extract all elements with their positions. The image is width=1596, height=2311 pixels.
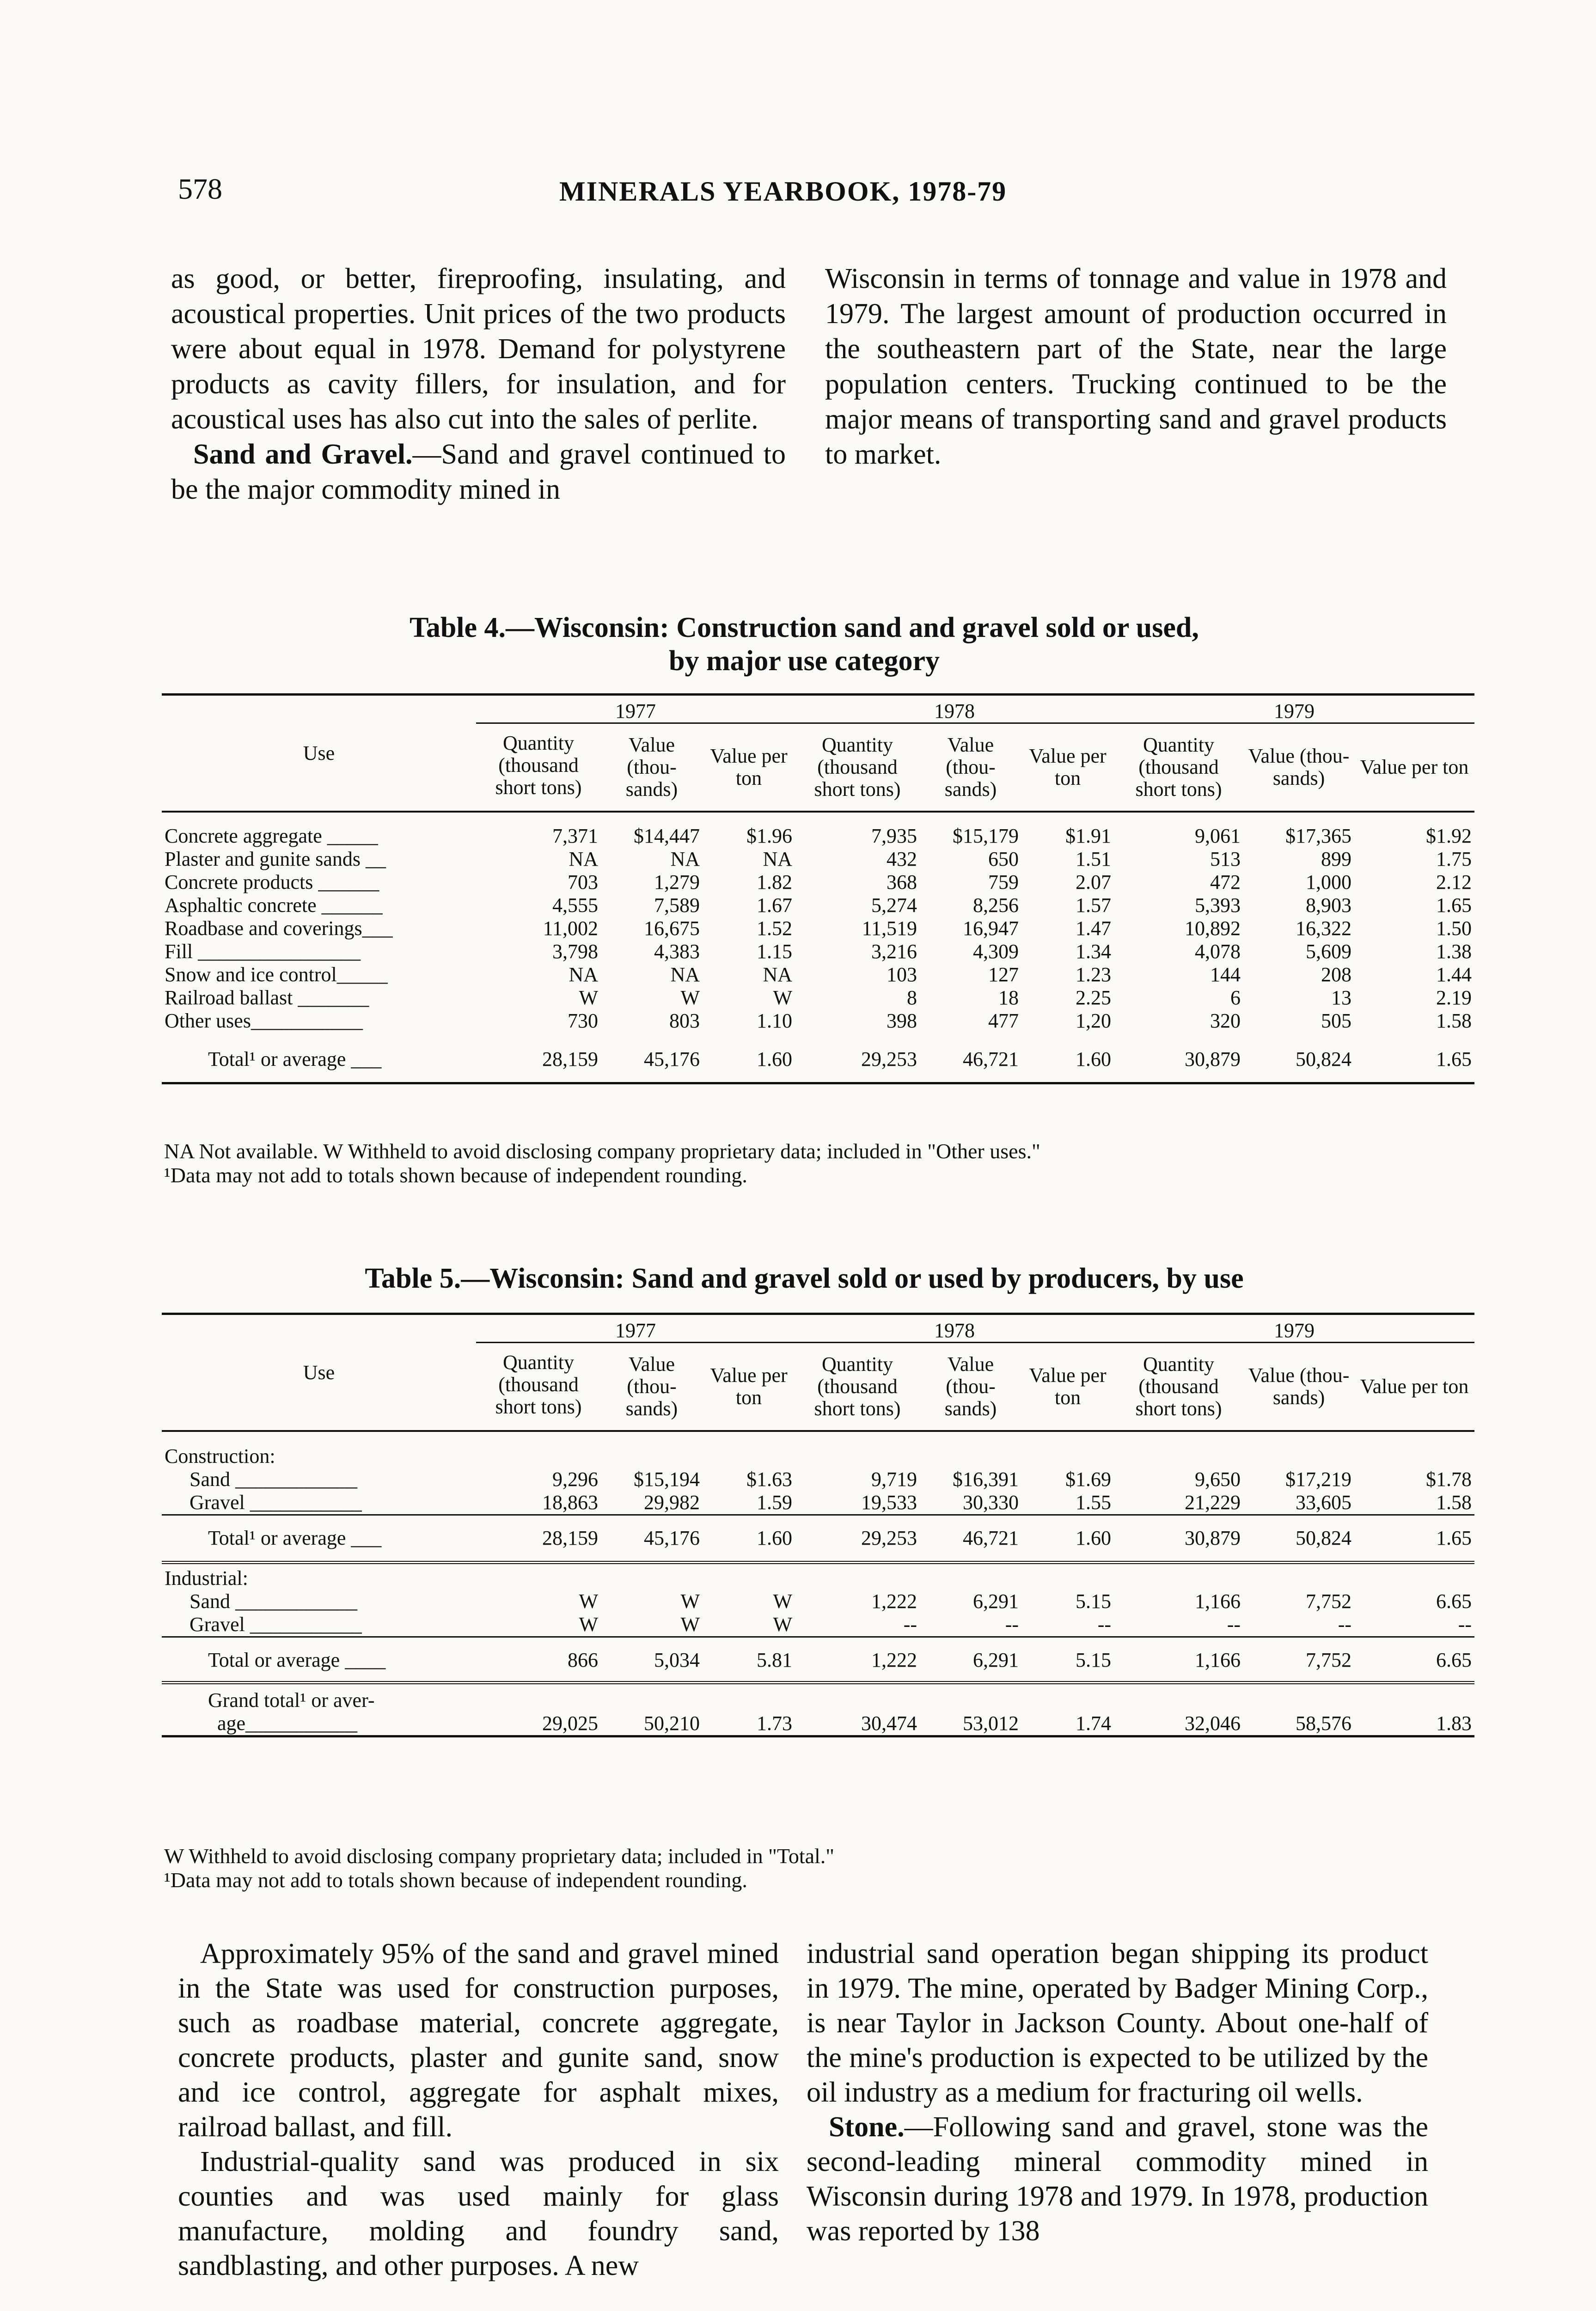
table-cell: 144 xyxy=(1210,963,1241,986)
table-cell: 29,025 xyxy=(542,1712,598,1735)
section-heading: Sand and Gravel. xyxy=(193,439,413,470)
table-cell: 1.10 xyxy=(757,1009,793,1032)
section-heading: Stone. xyxy=(829,2111,905,2143)
paragraph: Approximately 95% of the sand and gravel mined in the State was used for construction purposes, such as roadbase material, concrete aggregate, concrete products, plaster and gunite sand, snow and ice control, aggregate for asphalt mixes, railroad ballast, and fill. xyxy=(178,1938,779,2143)
table-cell: 1,166 xyxy=(1195,1590,1241,1613)
table-row xyxy=(162,986,1474,1009)
table-cell: 9,650 xyxy=(1195,1468,1241,1491)
table-row xyxy=(162,812,1474,848)
table-cell: 16,947 xyxy=(963,917,1019,940)
table-cell: 45,176 xyxy=(644,1048,700,1070)
table-cell: NA xyxy=(763,848,793,870)
table-cell: W xyxy=(579,1613,598,1636)
table-cell: 33,605 xyxy=(1296,1491,1352,1514)
table-cell: 759 xyxy=(988,871,1019,893)
table-cell: 1.52 xyxy=(757,917,793,940)
table4-col-header: Quantity (thousand short tons) xyxy=(1114,723,1243,812)
row-label: Asphaltic concrete ______ xyxy=(165,894,383,917)
table4-col-header: Value per ton xyxy=(703,723,795,812)
table5-caption: Table 5.—Wisconsin: Sand and gravel sold or used by producers, by use xyxy=(365,1263,1244,1294)
group-label: Construction: xyxy=(165,1445,275,1467)
table5-col-header: Value (thou- sands) xyxy=(1243,1343,1354,1431)
table-cell: 703 xyxy=(568,871,598,893)
table-cell: 16,675 xyxy=(644,917,700,940)
group-label: Industrial: xyxy=(165,1567,248,1590)
table-cell: $15,179 xyxy=(953,825,1019,847)
row-label: Total or average ____ xyxy=(162,1637,476,1683)
table-cell: 50,210 xyxy=(644,1712,700,1735)
table-cell: 29,253 xyxy=(861,1048,917,1070)
table-row xyxy=(162,894,1474,917)
table-cell: -- xyxy=(1005,1613,1019,1636)
table-cell: 6.65 xyxy=(1354,1637,1474,1683)
row-label: Gravel ___________ xyxy=(190,1491,362,1514)
table-cell: 1,279 xyxy=(654,871,700,893)
table4-caption-line: by major use category xyxy=(668,645,940,677)
table-cell: 1.83 xyxy=(1436,1712,1472,1735)
bottom-right-column xyxy=(807,1937,1428,2249)
table-cell: 5,274 xyxy=(871,894,917,917)
table-cell: 2.12 xyxy=(1436,871,1472,893)
table-cell: 53,012 xyxy=(963,1712,1019,1735)
table-cell: 29,253 xyxy=(795,1515,920,1563)
table-cell: 1.57 xyxy=(1076,894,1112,917)
table5-col-header: Value (thou- sands) xyxy=(601,1343,703,1431)
table-cell: $1.92 xyxy=(1426,825,1472,847)
table-cell: 9,061 xyxy=(1195,825,1241,847)
table-row xyxy=(162,1033,1474,1083)
table-cell: 4,555 xyxy=(552,894,598,917)
table-cell: 1.74 xyxy=(1076,1712,1112,1735)
table5-col-header: Quantity (thousand short tons) xyxy=(476,1343,601,1431)
table-cell: W xyxy=(773,1590,793,1613)
table-cell: 1.23 xyxy=(1076,963,1112,986)
table-cell: 30,879 xyxy=(1114,1515,1243,1563)
table-cell: 472 xyxy=(1210,871,1241,893)
table-row xyxy=(162,917,1474,940)
table-cell: 127 xyxy=(988,963,1019,986)
table-cell: 5,034 xyxy=(601,1637,703,1683)
table-cell: 208 xyxy=(1321,963,1352,986)
table-cell: $17,219 xyxy=(1285,1468,1352,1491)
table-cell: 8,903 xyxy=(1306,894,1352,917)
table-cell: -- xyxy=(1097,1613,1112,1636)
table-cell: NA xyxy=(569,963,598,986)
table5-col-header: Quantity (thousand short tons) xyxy=(795,1343,920,1431)
table4-notes xyxy=(164,1139,1040,1187)
table4-year-header: 1977 xyxy=(476,695,795,723)
table5-col-header: Value per ton xyxy=(1021,1343,1114,1431)
table-cell: 13 xyxy=(1331,986,1352,1009)
table-cell: 1,20 xyxy=(1076,1009,1112,1032)
paragraph: as good, or better, fireproofing, insulating, and acoustical properties. Unit prices of the two products were about equal in 1978. Demand for polystyrene products as cavity fillers, for insulation, and for acoustical uses has also cut into the sales of perlite. xyxy=(171,263,786,435)
table5-year-header: 1978 xyxy=(795,1314,1114,1343)
table-cell: 398 xyxy=(887,1009,917,1032)
table-cell: 4,383 xyxy=(654,940,700,963)
paragraph xyxy=(807,2110,1428,2249)
table-cell: W xyxy=(579,986,598,1009)
row-label: Snow and ice control_____ xyxy=(165,963,388,986)
table-group-row xyxy=(162,1684,1474,1712)
table-cell: $17,365 xyxy=(1285,825,1352,847)
table-cell: 1,000 xyxy=(1306,871,1352,893)
table-cell: 6,291 xyxy=(920,1637,1021,1683)
paragraph-text: —Following sand and gravel, stone was the second-leading mineral commodity mined in Wisconsin during 1978 and 1979. In 1978, production was reported by 138 xyxy=(807,2111,1428,2247)
table5-note: ¹Data may not add to totals shown because of independent rounding. xyxy=(164,1868,747,1892)
table4-note: NA Not available. W Withheld to avoid disclosing company proprietary data; included in "Other uses." xyxy=(164,1139,1040,1163)
table-cell: 1.82 xyxy=(757,871,793,893)
table4-col-header: Value (thou- sands) xyxy=(601,723,703,812)
table-row xyxy=(162,1491,1474,1515)
table-cell: 1.47 xyxy=(1076,917,1112,940)
table-cell: 320 xyxy=(1210,1009,1241,1032)
table-cell: $1.96 xyxy=(746,825,793,847)
table-cell: 650 xyxy=(988,848,1019,870)
row-label: Concrete products ______ xyxy=(165,871,379,893)
table-cell: 505 xyxy=(1321,1009,1352,1032)
table-cell: 6,291 xyxy=(973,1590,1019,1613)
row-label: Concrete aggregate _____ xyxy=(165,825,378,847)
table5-notes xyxy=(164,1844,834,1892)
table-cell: 1.67 xyxy=(757,894,793,917)
table4-col-header: Value (thou- sands) xyxy=(920,723,1021,812)
table-cell: 1,222 xyxy=(871,1590,917,1613)
table4-year-header: 1979 xyxy=(1114,695,1474,723)
paragraph: industrial sand operation began shipping its product in 1979. The mine, operated by Badger Mining Corp., is near Taylor in Jackson County. About one-half of the mine's production is expected to be utilized by the oil industry as a medium for fracturing oil wells. xyxy=(807,1938,1428,2108)
table-cell: 21,229 xyxy=(1185,1491,1241,1514)
table4-col-header: Value per ton xyxy=(1354,723,1474,812)
table4 xyxy=(162,693,1474,1084)
table-cell: 7,752 xyxy=(1243,1637,1354,1683)
table-cell: 7,371 xyxy=(552,825,598,847)
row-label: Sand ____________ xyxy=(190,1468,357,1491)
table-cell: -- xyxy=(1227,1613,1241,1636)
paragraph: Wisconsin in terms of tonnage and value in 1978 and 1979. The largest amount of production occurred in the southeastern part of the State, near the large population centers. Trucking continued to be the major means of transporting sand and gravel products to market. xyxy=(825,263,1447,470)
table-cell: 2.19 xyxy=(1436,986,1472,1009)
table-cell: 5.15 xyxy=(1021,1637,1114,1683)
table-cell: 1.75 xyxy=(1436,848,1472,870)
table-cell: 1,222 xyxy=(795,1637,920,1683)
row-label: Total¹ or average ___ xyxy=(162,1515,476,1563)
row-label: Roadbase and coverings___ xyxy=(165,917,393,940)
table-row xyxy=(162,940,1474,963)
table-row xyxy=(162,871,1474,894)
table-row xyxy=(162,1468,1474,1491)
table-cell: W xyxy=(680,1613,700,1636)
table-row xyxy=(162,963,1474,986)
table-cell: 1.65 xyxy=(1436,894,1472,917)
table-cell: -- xyxy=(1458,1613,1472,1636)
table-cell: W xyxy=(680,986,700,1009)
table-cell: 432 xyxy=(887,848,917,870)
table-cell: W xyxy=(773,986,793,1009)
table-cell: -- xyxy=(903,1613,917,1636)
table4-col-header: Value per ton xyxy=(1021,723,1114,812)
table-cell: 30,330 xyxy=(963,1491,1019,1514)
table-row xyxy=(162,1712,1474,1736)
table-cell: 5,609 xyxy=(1306,940,1352,963)
row-label: Gravel ___________ xyxy=(190,1613,362,1636)
table5-note: W Withheld to avoid disclosing company proprietary data; included in "Total." xyxy=(164,1844,835,1868)
table-group-row xyxy=(162,1431,1474,1468)
table-cell: 32,046 xyxy=(1185,1712,1241,1735)
table-cell: 16,322 xyxy=(1296,917,1352,940)
row-label: Plaster and gunite sands __ xyxy=(165,848,386,870)
table4-col-header: Value (thou- sands) xyxy=(1243,723,1354,812)
table-cell: 58,576 xyxy=(1296,1712,1352,1735)
table-cell: 1.51 xyxy=(1076,848,1112,870)
table-cell: 1.65 xyxy=(1436,1048,1472,1070)
table-cell: 1.38 xyxy=(1436,940,1472,963)
table-cell: 9,719 xyxy=(871,1468,917,1491)
table-cell: NA xyxy=(763,963,793,986)
table-cell: 866 xyxy=(476,1637,601,1683)
table-cell: $1.91 xyxy=(1065,825,1112,847)
table-cell: 4,078 xyxy=(1195,940,1241,963)
table-cell: 803 xyxy=(669,1009,700,1032)
table-cell: 45,176 xyxy=(601,1515,703,1563)
table-cell: W xyxy=(579,1590,598,1613)
table-cell: 2.07 xyxy=(1076,871,1112,893)
table-cell: 1.58 xyxy=(1436,1009,1472,1032)
table-cell: 5.81 xyxy=(703,1637,795,1683)
row-label: age___________ xyxy=(217,1712,358,1735)
table-cell: $15,194 xyxy=(634,1468,700,1491)
table-cell: W xyxy=(773,1613,793,1636)
table-cell: 28,159 xyxy=(542,1048,598,1070)
table-cell: 730 xyxy=(568,1009,598,1032)
table-cell: 1.73 xyxy=(757,1712,793,1735)
paragraph xyxy=(171,437,786,507)
table4-caption xyxy=(157,611,1451,678)
group-label: Grand total¹ or aver- xyxy=(208,1689,375,1712)
table-cell: NA xyxy=(569,848,598,870)
table5-col-header: Quantity (thousand short tons) xyxy=(1114,1343,1243,1431)
table-cell: 513 xyxy=(1210,848,1241,870)
table-cell: 18,863 xyxy=(542,1491,598,1514)
table5-year-header: 1977 xyxy=(476,1314,795,1343)
table-cell: 7,589 xyxy=(654,894,700,917)
table-cell: 3,798 xyxy=(552,940,598,963)
table-cell: 5.15 xyxy=(1076,1590,1112,1613)
row-label: Total¹ or average ___ xyxy=(208,1048,382,1070)
table-cell: 30,474 xyxy=(861,1712,917,1735)
table-cell: 11,519 xyxy=(862,917,917,940)
row-label: Other uses___________ xyxy=(165,1009,363,1032)
table-cell: W xyxy=(680,1590,700,1613)
table-cell: 10,892 xyxy=(1185,917,1241,940)
table-cell: 1.60 xyxy=(757,1048,793,1070)
table-cell: 1.59 xyxy=(757,1491,793,1514)
table-cell: 50,824 xyxy=(1296,1048,1352,1070)
table-row xyxy=(162,1009,1474,1033)
bottom-left-column xyxy=(178,1937,779,2283)
table4-use-header: Use xyxy=(162,695,476,812)
table-cell: 368 xyxy=(887,871,917,893)
table-cell: $1.63 xyxy=(746,1468,793,1491)
table-row xyxy=(162,848,1474,871)
table-cell: 6 xyxy=(1230,986,1241,1009)
table-cell: 1.55 xyxy=(1076,1491,1112,1514)
top-left-column xyxy=(171,261,786,507)
table-cell: 1.60 xyxy=(1021,1515,1114,1563)
table-cell: 9,296 xyxy=(552,1468,598,1491)
table4-col-header: Quantity (thousand short tons) xyxy=(795,723,920,812)
table-cell: 1.44 xyxy=(1436,963,1472,986)
table4-col-header: Quantity (thousand short tons) xyxy=(476,723,601,812)
table-cell: 28,159 xyxy=(476,1515,601,1563)
table-cell: 8,256 xyxy=(973,894,1019,917)
top-right-column xyxy=(825,261,1447,472)
table-row xyxy=(162,1590,1474,1613)
table-cell: 2.25 xyxy=(1076,986,1112,1009)
table-row xyxy=(162,1613,1474,1637)
table-cell: 1,166 xyxy=(1114,1637,1243,1683)
table-cell: 46,721 xyxy=(963,1048,1019,1070)
page-number: 578 xyxy=(178,172,222,205)
table-cell: 103 xyxy=(887,963,917,986)
table-cell: $1.69 xyxy=(1065,1468,1112,1491)
table-cell: 46,721 xyxy=(920,1515,1021,1563)
table-cell: 11,002 xyxy=(543,917,598,940)
table5-col-header: Value per ton xyxy=(1354,1343,1474,1431)
row-label: Railroad ballast _______ xyxy=(165,986,369,1009)
table5 xyxy=(162,1313,1474,1737)
table-cell: $16,391 xyxy=(953,1468,1019,1491)
table-row xyxy=(162,1515,1474,1563)
table-cell: 7,752 xyxy=(1306,1590,1352,1613)
table5-col-header: Value per ton xyxy=(703,1343,795,1431)
table-cell: 1.34 xyxy=(1076,940,1112,963)
table-cell: 1.58 xyxy=(1436,1491,1472,1514)
table-cell: 8 xyxy=(907,986,917,1009)
table-cell: -- xyxy=(1338,1613,1352,1636)
table-cell: $14,447 xyxy=(634,825,700,847)
table-cell: 29,982 xyxy=(644,1491,700,1514)
table-cell: 50,824 xyxy=(1243,1515,1354,1563)
table4-note: ¹Data may not add to totals shown because of independent rounding. xyxy=(164,1163,747,1187)
row-label: Sand ____________ xyxy=(190,1590,357,1613)
table5-year-header: 1979 xyxy=(1114,1314,1474,1343)
table-cell: 1.15 xyxy=(757,940,793,963)
table-cell: 1.50 xyxy=(1436,917,1472,940)
table-cell: 477 xyxy=(988,1009,1019,1032)
table-cell: 4,309 xyxy=(973,940,1019,963)
table-cell: 5,393 xyxy=(1195,894,1241,917)
table-cell: 7,935 xyxy=(871,825,917,847)
table-cell: 899 xyxy=(1321,848,1352,870)
table-row xyxy=(162,1637,1474,1683)
table-cell: 19,533 xyxy=(861,1491,917,1514)
paragraph: Industrial-quality sand was produced in six counties and was used mainly for glass manufacture, molding and foundry sand, sandblasting, and other purposes. A new xyxy=(178,2146,779,2281)
table-cell: 1.65 xyxy=(1354,1515,1474,1563)
paragraph-text: —Sand and gravel continued to be the major commodity mined in xyxy=(171,439,786,505)
row-label: Fill ________________ xyxy=(165,940,361,963)
table5-use-header: Use xyxy=(162,1314,476,1431)
table4-year-header: 1978 xyxy=(795,695,1114,723)
table-cell: NA xyxy=(670,963,700,986)
running-title: MINERALS YEARBOOK, 1978-79 xyxy=(559,176,1007,207)
table-cell: 6.65 xyxy=(1436,1590,1472,1613)
table-cell: 1.60 xyxy=(1076,1048,1112,1070)
table-cell: $1.78 xyxy=(1426,1468,1472,1491)
table-cell: NA xyxy=(670,848,700,870)
table-cell: 30,879 xyxy=(1185,1048,1241,1070)
table-cell: 3,216 xyxy=(871,940,917,963)
table-group-row xyxy=(162,1564,1474,1590)
table4-caption-line: Table 4.—Wisconsin: Construction sand and gravel sold or used, xyxy=(410,612,1199,643)
table5-col-header: Value (thou- sands) xyxy=(920,1343,1021,1431)
table-cell: 18 xyxy=(998,986,1019,1009)
table-cell: 1.60 xyxy=(703,1515,795,1563)
